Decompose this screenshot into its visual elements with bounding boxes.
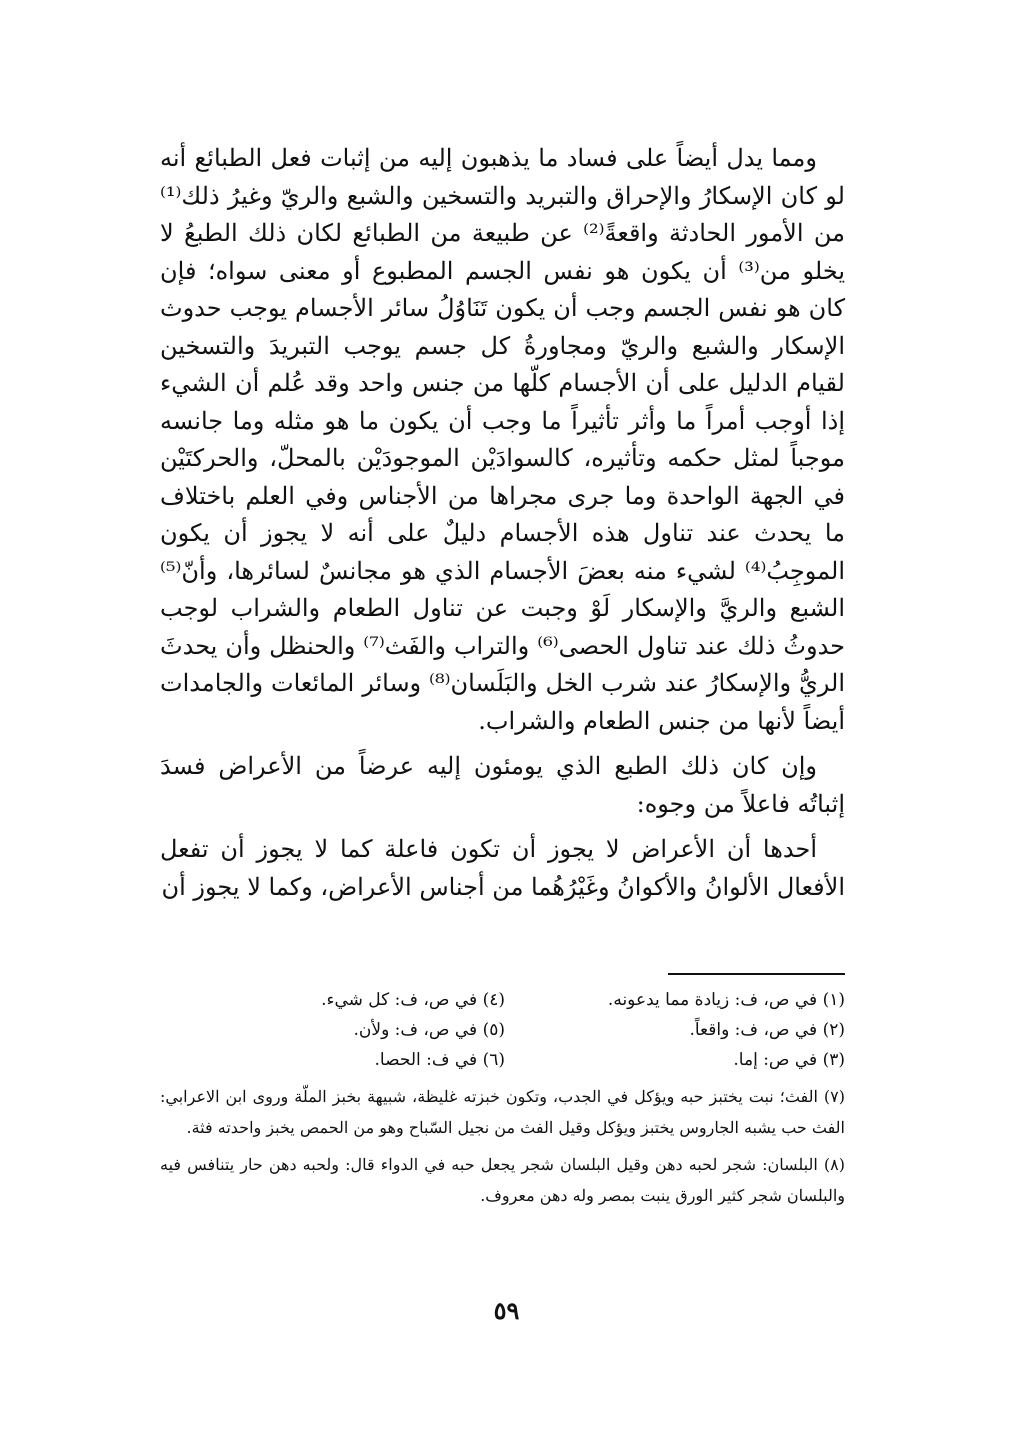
footnote-4: (٤) في ص، ف: كل شيء. bbox=[321, 990, 505, 1010]
footnote-8: (٨) البلسان: شجر لحبه دهن وقيل البلسان شجر يجعل حبه في الدواء قال: ولحبه دهن حار يتنافس فيه والبلسان شجر كثير الورق ينبت بمصر وله دهن معروف. bbox=[160, 1155, 845, 1205]
paragraph-3: أحدها أن الأعراض لا يجوز أن تكون فاعلة كما لا يجوز أن تفعل الأفعال الألوانُ والأكوانُ وغَيْرُهُما من أجناس الأعراض، وكما لا يجوز أن bbox=[160, 835, 845, 901]
footnote-3: (٣) في ص: إما. bbox=[733, 1050, 845, 1070]
footnote-1: (١) في ص، ف: زيادة مما يدعونه. bbox=[607, 990, 845, 1010]
footnote-6: (٦) في ف: الحصا. bbox=[374, 1050, 505, 1070]
footnote-5: (٥) في ص، ف: ولأن. bbox=[353, 1020, 505, 1040]
footnote-grid bbox=[160, 985, 845, 1075]
paragraph-2: وإن كان ذلك الطبع الذي يومئون إليه عرضاً من الأعراض فسدَ إثباتُه فاعلاً من وجوه: bbox=[160, 752, 845, 818]
paragraph-1: ومما يدل أيضاً على فساد ما يذهبون إليه من إثبات فعل الطبائع أنه لو كان الإسكارُ والإحراق والتبريد والتسخين والشبع والريّ وغيرُ ذلك⁽¹⁾ من الأمور الحادثة واقعةً⁽²⁾ عن طبيعة من الطبائع لكان ذلك الطبعُ لا يخلو من⁽³⁾ أن يكون هو نفس الجسم المطبوع أو معنى سواه؛ فإن كان هو نفس الجسم وجب أن يكون تَنَاوُلُ سائر الأجسام يوجب حدوث الإسكار والشبع والريّ ومجاورةُ كل جسم يوجب التبريدَ والتسخين لقيام الدليل على أن الأجسام كلّها من جنس واحد وقد عُلم أن الشيء إذا أوجب أمراً ما وأثر تأثيراً ما وجب أن يكون ما هو مثله وما جانسه موجباً لمثل حكمه وتأثيره، كالسوادَيْن الموجودَيْن بالمحلّ، والحركتَيْن في الجهة الواحدة وما جرى مجراها من الأجناس وفي العلم باختلاف ما يحدث عند تناول هذه الأجسام دليلٌ على أنه لا يجوز أن يكون الموجِبُ⁽⁴⁾ لشيء منه بعضَ الأجسام الذي هو مجانسٌ لسائرها، وأنّ⁽⁵⁾ الشبع والريَّ والإسكار لَوْ وجبت عن تناول الطعام والشراب لوجب حدوثُ ذلك عند تناول الحصى⁽⁶⁾ والتراب والفَث⁽⁷⁾ والحنظل وأن يحدثَ الريُّ والإسكارُ عند شرب الخل والبَلَسان⁽⁸⁾ وسائر المائعات والجامدات أيضاً لأنها من جنس الطعام والشراب. bbox=[160, 144, 846, 735]
footnotes bbox=[160, 985, 845, 1211]
main-text bbox=[160, 140, 845, 906]
footnote-2: (٢) في ص، ف: واقعاً. bbox=[689, 1020, 845, 1040]
footnote-divider bbox=[668, 973, 845, 975]
footnote-7: (٧) الفث؛ نبت يختبز حبه ويؤكل في الجدب، وتكون خبزته غليظة، شبيهة بخبز الملّة وروى ابن الاعرابي: الفث حب يشبه الجاروس يختبز ويؤكل وقيل الفث من نجيل السّباح وهو من الحمص يخبز واحدته فثة. bbox=[160, 1087, 845, 1137]
page-number: ٥٩ bbox=[493, 1296, 520, 1325]
